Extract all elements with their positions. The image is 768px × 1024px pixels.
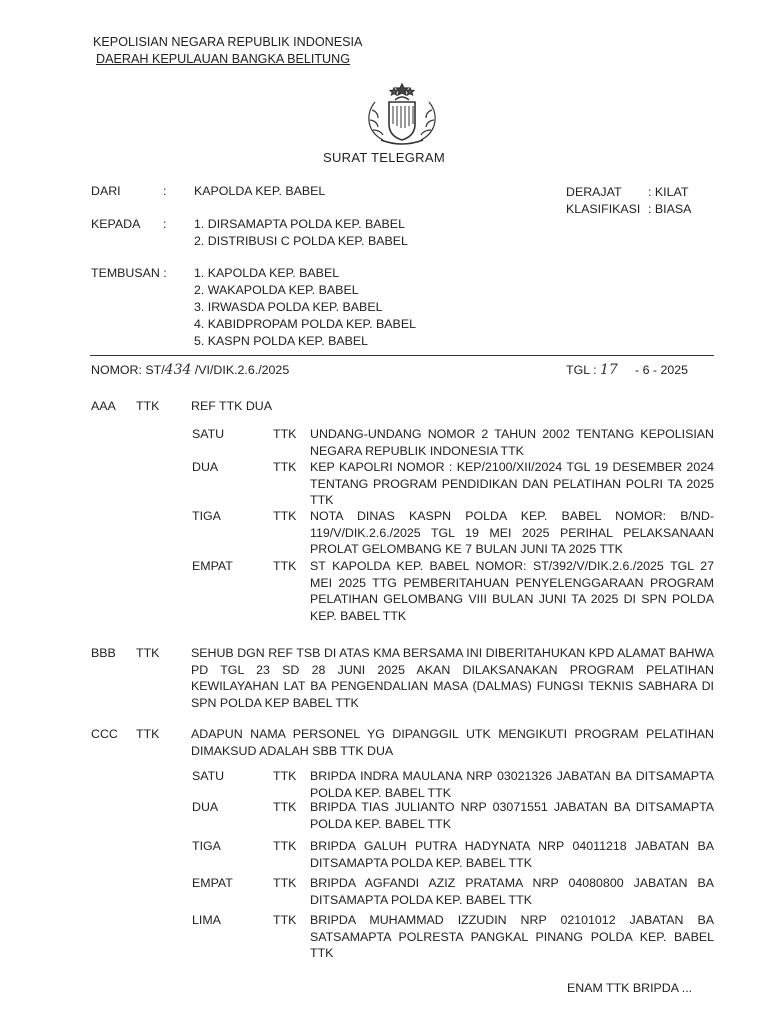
tgl-handwritten: 17 xyxy=(599,362,618,378)
item-key: EMPAT xyxy=(192,559,233,573)
section-key: AAA xyxy=(91,399,116,413)
item-key: EMPAT xyxy=(192,876,233,890)
document-title: SURAT TELEGRAM xyxy=(323,150,445,165)
police-emblem-icon xyxy=(361,80,443,148)
item-key: SATU xyxy=(192,427,225,441)
dari-label: DARI xyxy=(91,184,121,198)
tgl-prefix: TGL : xyxy=(566,363,597,377)
institution-name: KEPOLISIAN NEGARA REPUBLIK INDONESIA xyxy=(93,35,363,49)
dari-value: KAPOLDA KEP. BABEL xyxy=(194,184,326,198)
list-item: 4. KABIDPROPAM POLDA KEP. BABEL xyxy=(194,317,416,331)
item-ttk: TTK xyxy=(273,769,297,783)
derajat-row xyxy=(566,184,691,201)
item-ttk: TTK xyxy=(273,913,297,927)
list-item: 3. IRWASDA POLDA KEP. BABEL xyxy=(194,300,383,314)
kepada-colon: : xyxy=(163,217,167,231)
tembusan-list xyxy=(194,265,416,350)
section-ttk: TTK xyxy=(136,727,160,741)
item-key: SATU xyxy=(192,769,225,783)
section-ttk: TTK xyxy=(136,399,160,413)
item-key: DUA xyxy=(192,800,219,814)
item-ttk: TTK xyxy=(273,839,297,853)
derajat-value: : KILAT xyxy=(648,185,689,199)
list-item: 5. KASPN POLDA KEP. BABEL xyxy=(194,334,369,348)
nomor-handwritten: 434 xyxy=(164,362,192,378)
item-key: TIGA xyxy=(192,839,221,853)
item-ttk: TTK xyxy=(273,509,297,523)
meta-block xyxy=(566,184,691,218)
item-body: BRIPDA INDRA MAULANA NRP 03021326 JABATAN BA DITSAMAPTA POLDA KEP. BABEL TTK xyxy=(310,769,714,800)
kepada-list xyxy=(194,216,408,250)
divider xyxy=(90,355,714,356)
tgl-suffix: - 6 - 2025 xyxy=(635,363,689,377)
tgl-line xyxy=(566,362,688,379)
item-body: NOTA DINAS KASPN POLDA KEP. BABEL NOMOR: B/ND-119/V/DIK.2.6./2025 TGL 19 MEI 2025 PERIHAL PELAKSANAAN PROLAT GELOMBANG KE 7 BULAN JUNI TA 2025 TTK xyxy=(310,509,714,556)
region-name: DAERAH KEPULAUAN BANGKA BELITUNG xyxy=(96,52,351,66)
item-body: BRIPDA GALUH PUTRA HADYNATA NRP 04011218 JABATAN BA DITSAMAPTA POLDA KEP. BABEL TTK xyxy=(310,839,714,870)
section-body: SEHUB DGN REF TSB DI ATAS KMA BERSAMA INI DIBERITAHUKAN KPD ALAMAT BAHWA PD TGL 23 SD 28 JUNI 2025 AKAN DILAKSANAKAN PROGRAM PELATIHAN KEWILAYAHAN LAT BA PENGENDALIAN MASA (DALMAS) FUNGSI TEKNIS SABHARA DI SPN POLDA KEP BABEL TTK xyxy=(191,646,714,710)
section-key: BBB xyxy=(91,646,116,660)
section-ttk: TTK xyxy=(136,646,160,660)
item-ttk: TTK xyxy=(273,559,297,573)
item-body: BRIPDA MUHAMMAD IZZUDIN NRP 02101012 JABATAN BA SATSAMAPTA POLRESTA PANGKAL PINANG POLDA KEP. BABEL TTK xyxy=(310,913,714,960)
list-item: 1. DIRSAMAPTA POLDA KEP. BABEL xyxy=(194,217,405,231)
klasifikasi-row xyxy=(566,201,691,218)
item-ttk: TTK xyxy=(273,876,297,890)
item-key: TIGA xyxy=(192,509,221,523)
item-ttk: TTK xyxy=(273,800,297,814)
nomor-prefix: NOMOR: ST/ xyxy=(91,363,165,377)
item-body: KEP KAPOLRI NOMOR : KEP/2100/XII/2024 TGL 19 DESEMBER 2024 TENTANG PROGRAM PENDIDIKAN DAN PELATIHAN POLRI TA 2025 TTK xyxy=(310,460,714,507)
list-item: 1. KAPOLDA KEP. BABEL xyxy=(194,266,340,280)
section-body: ADAPUN NAMA PERSONEL YG DIPANGGIL UTK MENGIKUTI PROGRAM PELATIHAN DIMAKSUD ADALAH SBB TTK DUA xyxy=(191,727,714,758)
tembusan-label: TEMBUSAN : xyxy=(91,266,167,280)
derajat-label: DERAJAT xyxy=(566,185,622,199)
item-ttk: TTK xyxy=(273,427,297,441)
section-key: CCC xyxy=(91,727,118,741)
list-item: 2. DISTRIBUSI C POLDA KEP. BABEL xyxy=(194,234,408,248)
item-body: UNDANG-UNDANG NOMOR 2 TAHUN 2002 TENTANG KEPOLISIAN NEGARA REPUBLIK INDONESIA TTK xyxy=(310,427,714,458)
item-key: DUA xyxy=(192,460,219,474)
section-body: REF TTK DUA xyxy=(191,399,273,413)
kepada-label: KEPADA xyxy=(91,217,141,231)
item-body: ST KAPOLDA KEP. BABEL NOMOR: ST/392/V/DIK.2.6./2025 TGL 27 MEI 2025 TTG PEMBERITAHUAN PENYELENGGARAAN PROGRAM PELATIHAN GELOMBANG VIII BULAN JUNI TA 2025 DI SPN POLDA KEP. BABEL TTK xyxy=(310,559,714,623)
klasifikasi-label: KLASIFIKASI xyxy=(566,202,641,216)
item-body: BRIPDA TIAS JULIANTO NRP 03071551 JABATAN BA DITSAMAPTA POLDA KEP. BABEL TTK xyxy=(310,800,714,831)
item-ttk: TTK xyxy=(273,460,297,474)
dari-colon: : xyxy=(163,184,167,198)
continuation-note: ENAM TTK BRIPDA ... xyxy=(567,981,693,995)
klasifikasi-value: : BIASA xyxy=(648,202,692,216)
nomor-suffix: /VI/DIK.2.6./2025 xyxy=(194,363,290,377)
item-key: LIMA xyxy=(192,913,221,927)
nomor-line xyxy=(91,362,289,379)
item-body: BRIPDA AGFANDI AZIZ PRATAMA NRP 04080800 JABATAN BA DITSAMAPTA POLDA KEP. BABEL TTK xyxy=(310,876,714,907)
list-item: 2. WAKAPOLDA KEP. BABEL xyxy=(194,283,359,297)
